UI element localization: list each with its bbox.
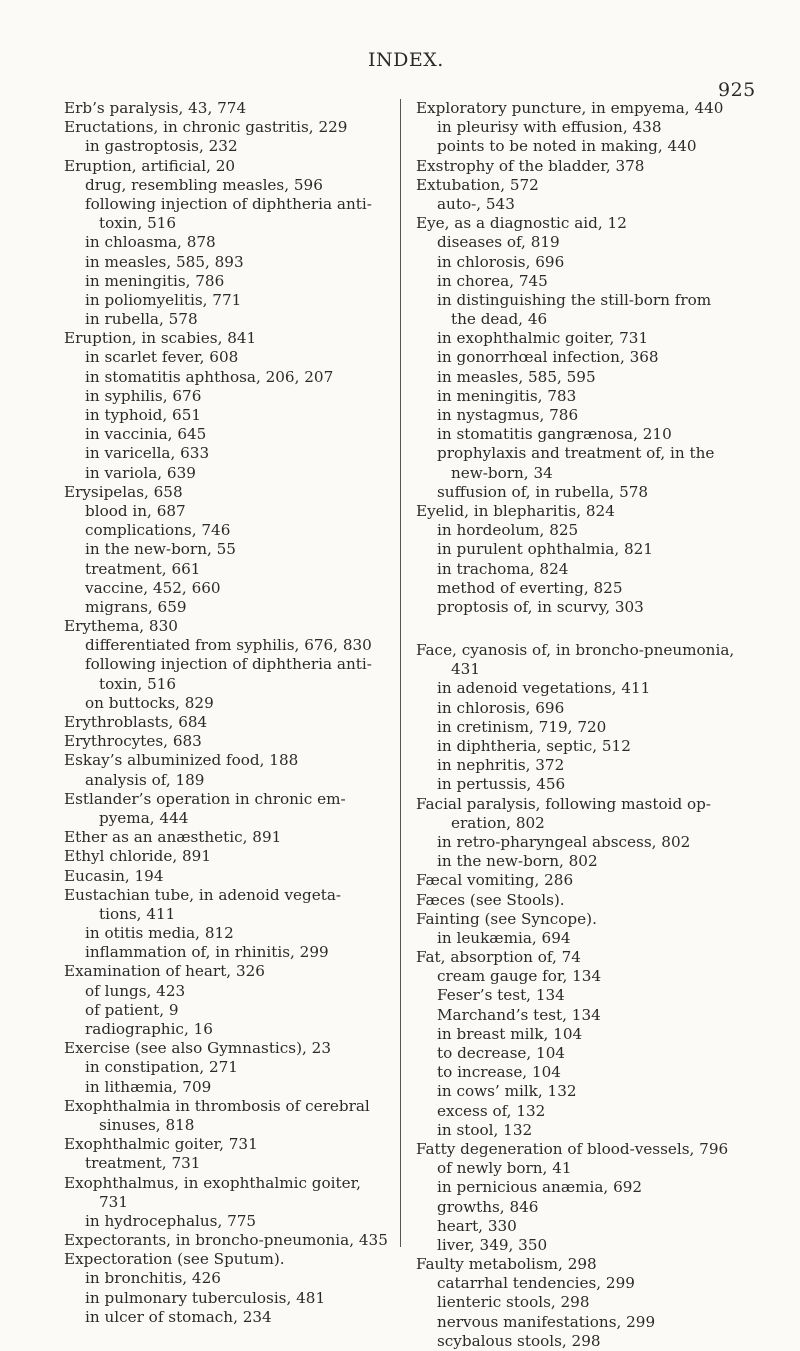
index-subentry: in chloasma, 878 [85, 233, 216, 252]
index-subentry: in meningitis, 783 [437, 386, 577, 405]
index-subentry: in typhoid, 651 [85, 406, 202, 424]
index-subentry: in trachoma, 824 [437, 559, 569, 578]
index-column-left [64, 99, 404, 1327]
index-subentry: in scarlet fever, 608 [85, 348, 239, 367]
index-entry: Face, cyanosis of, in broncho-pneumonia, [416, 641, 735, 660]
index-subentry: blood in, 687 [85, 501, 186, 520]
index-entry: Exophthalmia in thrombosis of cerebral [64, 1096, 370, 1115]
index-subentry: eration, 802 [451, 813, 545, 832]
index-subentry: treatment, 731 [85, 1154, 201, 1173]
running-title: INDEX. [368, 49, 444, 71]
column-divider [400, 99, 401, 1247]
index-entry: Exstrophy of the bladder, 378 [416, 156, 645, 175]
index-subentry: in vaccinia, 645 [85, 425, 207, 444]
index-subentry: 731 [99, 1192, 128, 1211]
index-entry: Eructations, in chronic gastritis, 229 [64, 118, 348, 137]
index-subentry: in purulent ophthalmia, 821 [437, 540, 653, 559]
index-subentry: method of everting, 825 [437, 578, 623, 597]
index-subentry: tions, 411 [99, 904, 176, 923]
index-subentry: in ulcer of stomach, 234 [85, 1307, 272, 1326]
index-subentry: in nystagmus, 786 [437, 406, 579, 424]
index-subentry: in retro-pharyngeal abscess, 802 [437, 832, 691, 851]
index-entry: Exophthalmus, in exophthalmic goiter, [64, 1173, 362, 1192]
index-subentry: Feser’s test, 134 [437, 986, 565, 1005]
index-entry: Expectoration (see Sputum). [64, 1250, 285, 1269]
index-subentry: to decrease, 104 [437, 1044, 566, 1062]
index-subentry: in stomatitis gangrænosa, 210 [437, 425, 672, 444]
index-subentry: diseases of, 819 [437, 233, 560, 252]
index-subentry: in measles, 585, 893 [85, 252, 244, 271]
index-entry: Estlander’s operation in chronic em- [64, 789, 346, 808]
page-number: 925 [718, 79, 756, 101]
index-subentry: the dead, 46 [451, 310, 548, 329]
index-subentry: in distinguishing the still-born from [437, 290, 712, 309]
index-subentry: in pleurisy with effusion, 438 [437, 118, 662, 137]
index-entry: Ether as an anæsthetic, 891 [64, 828, 282, 847]
index-subentry: in chlorosis, 696 [437, 252, 565, 271]
index-entry: Eyelid, in blepharitis, 824 [416, 501, 615, 520]
index-subentry: scybalous stools, 298 [437, 1331, 601, 1350]
index-entry: Ethyl chloride, 891 [64, 847, 211, 866]
index-subentry: in chlorosis, 696 [437, 698, 565, 717]
index-subentry: in varicella, 633 [85, 444, 210, 463]
index-subentry: vaccine, 452, 660 [85, 578, 221, 597]
index-entry: Erythrocytes, 683 [64, 732, 202, 751]
index-subentry: new-born, 34 [451, 463, 553, 482]
index-subentry: in the new-born, 802 [437, 852, 598, 871]
index-entry: Eskay’s albuminized food, 188 [64, 751, 299, 770]
index-subentry: in breast milk, 104 [437, 1024, 583, 1043]
index-entry: Examination of heart, 326 [64, 962, 265, 981]
index-entry: Eruption, in scabies, 841 [64, 329, 257, 348]
index-subentry: catarrhal tendencies, 299 [437, 1274, 635, 1293]
index-subentry: in poliomyelitis, 771 [85, 290, 242, 309]
index-subentry: in lithæmia, 709 [85, 1077, 212, 1096]
index-subentry: in rubella, 578 [85, 310, 198, 329]
index-subentry: in gonorrhœal infection, 368 [437, 348, 659, 367]
index-subentry: in adenoid vegetations, 411 [437, 679, 651, 698]
index-entry: Eruption, artificial, 20 [64, 156, 236, 175]
index-subentry: in meningitis, 786 [85, 271, 225, 290]
index-subentry: treatment, 661 [85, 559, 201, 578]
index-subentry: in variola, 639 [85, 463, 196, 482]
index-subentry: in diphtheria, septic, 512 [437, 737, 631, 755]
index-subentry: in leukæmia, 694 [437, 928, 571, 947]
index-subentry: of patient, 9 [85, 1000, 179, 1019]
index-subentry: following injection of diphtheria anti- [85, 194, 372, 213]
index-subentry: excess of, 132 [437, 1101, 546, 1120]
index-subentry: in nephritis, 372 [437, 756, 565, 775]
index-subentry: toxin, 516 [99, 214, 177, 233]
index-entry: Fat, absorption of, 74 [416, 948, 581, 967]
index-entry: Extubation, 572 [416, 175, 539, 194]
index-section-gap [416, 617, 770, 641]
index-subentry: pyema, 444 [99, 808, 189, 827]
index-subentry: toxin, 516 [99, 674, 177, 693]
index-subentry: points to be noted in making, 440 [437, 137, 697, 156]
index-subentry: heart, 330 [437, 1216, 517, 1235]
index-entry: Erythema, 830 [64, 617, 178, 636]
index-subentry: 431 [451, 660, 480, 679]
index-column-right [416, 99, 770, 1351]
index-entry: Expectorants, in broncho-pneumonia, 435 [64, 1231, 388, 1250]
index-subentry: auto-, 543 [437, 194, 515, 213]
index-subentry: of lungs, 423 [85, 981, 186, 1000]
index-subentry: in hordeolum, 825 [437, 521, 579, 540]
index-subentry: in stool, 132 [437, 1120, 533, 1139]
index-subentry: in pernicious anæmia, 692 [437, 1178, 643, 1197]
index-subentry: suffusion of, in rubella, 578 [437, 482, 649, 501]
index-entry: Eucasin, 194 [64, 866, 164, 885]
index-subentry: in pertussis, 456 [437, 775, 566, 794]
index-subentry: cream gauge for, 134 [437, 967, 602, 986]
index-subentry: drug, resembling measles, 596 [85, 175, 323, 194]
index-subentry: in bronchitis, 426 [85, 1269, 221, 1288]
index-subentry: in constipation, 271 [85, 1058, 238, 1077]
index-subentry: in chorea, 745 [437, 271, 548, 290]
index-entry: Eustachian tube, in adenoid vegeta- [64, 885, 342, 904]
index-subentry: liver, 349, 350 [437, 1235, 548, 1254]
index-subentry: lienteric stools, 298 [437, 1293, 590, 1312]
index-subentry: on buttocks, 829 [85, 693, 214, 712]
index-subentry: in pulmonary tuberculosis, 481 [85, 1288, 326, 1307]
index-subentry: following injection of diphtheria anti- [85, 655, 372, 674]
index-subentry: in the new-born, 55 [85, 540, 236, 559]
index-subentry: in exophthalmic goiter, 731 [437, 329, 649, 348]
index-subentry: complications, 746 [85, 521, 231, 540]
index-subentry: prophylaxis and treatment of, in the [437, 444, 715, 463]
index-entry: Faulty metabolism, 298 [416, 1255, 597, 1274]
index-subentry: nervous manifestations, 299 [437, 1312, 656, 1331]
index-subentry: Marchand’s test, 134 [437, 1005, 601, 1024]
index-subentry: in hydrocephalus, 775 [85, 1211, 257, 1230]
index-entry: Facial paralysis, following mastoid op- [416, 794, 712, 813]
index-subentry: differentiated from syphilis, 676, 830 [85, 636, 372, 655]
index-subentry: analysis of, 189 [85, 770, 205, 789]
running-head [0, 47, 800, 101]
index-subentry: to increase, 104 [437, 1063, 561, 1082]
index-entry: Exploratory puncture, in empyema, 440 [416, 99, 724, 117]
index-entry: Exercise (see also Gymnastics), 23 [64, 1039, 331, 1058]
index-subentry: in cows’ milk, 132 [437, 1082, 577, 1101]
index-entry: Exophthalmic goiter, 731 [64, 1135, 258, 1154]
index-subentry: in stomatitis aphthosa, 206, 207 [85, 367, 334, 386]
index-entry: Fæces (see Stools). [416, 890, 565, 909]
index-subentry: in measles, 585, 595 [437, 367, 596, 386]
index-entry: Eye, as a diagnostic aid, 12 [416, 214, 627, 233]
index-subentry: inflammation of, in rhinitis, 299 [85, 943, 329, 962]
index-entry: Fainting (see Syncope). [416, 909, 597, 928]
index-subentry: radiographic, 16 [85, 1020, 213, 1038]
index-entry: Fatty degeneration of blood-vessels, 796 [416, 1139, 729, 1158]
index-subentry: migrans, 659 [85, 597, 187, 616]
index-subentry: in syphilis, 676 [85, 386, 202, 405]
index-entry: Erysipelas, 658 [64, 482, 183, 501]
index-subentry: of newly born, 41 [437, 1159, 572, 1178]
index-entry: Fæcal vomiting, 286 [416, 871, 574, 890]
index-subentry: in otitis media, 812 [85, 924, 234, 943]
index-subentry: proptosis of, in scurvy, 303 [437, 597, 644, 616]
index-subentry: sinuses, 818 [99, 1115, 195, 1134]
index-subentry: in gastroptosis, 232 [85, 137, 238, 156]
index-entry: Erythroblasts, 684 [64, 713, 208, 731]
index-subentry: in cretinism, 719, 720 [437, 717, 607, 736]
index-subentry: growths, 846 [437, 1197, 539, 1216]
index-entry: Erb’s paralysis, 43, 774 [64, 99, 247, 117]
